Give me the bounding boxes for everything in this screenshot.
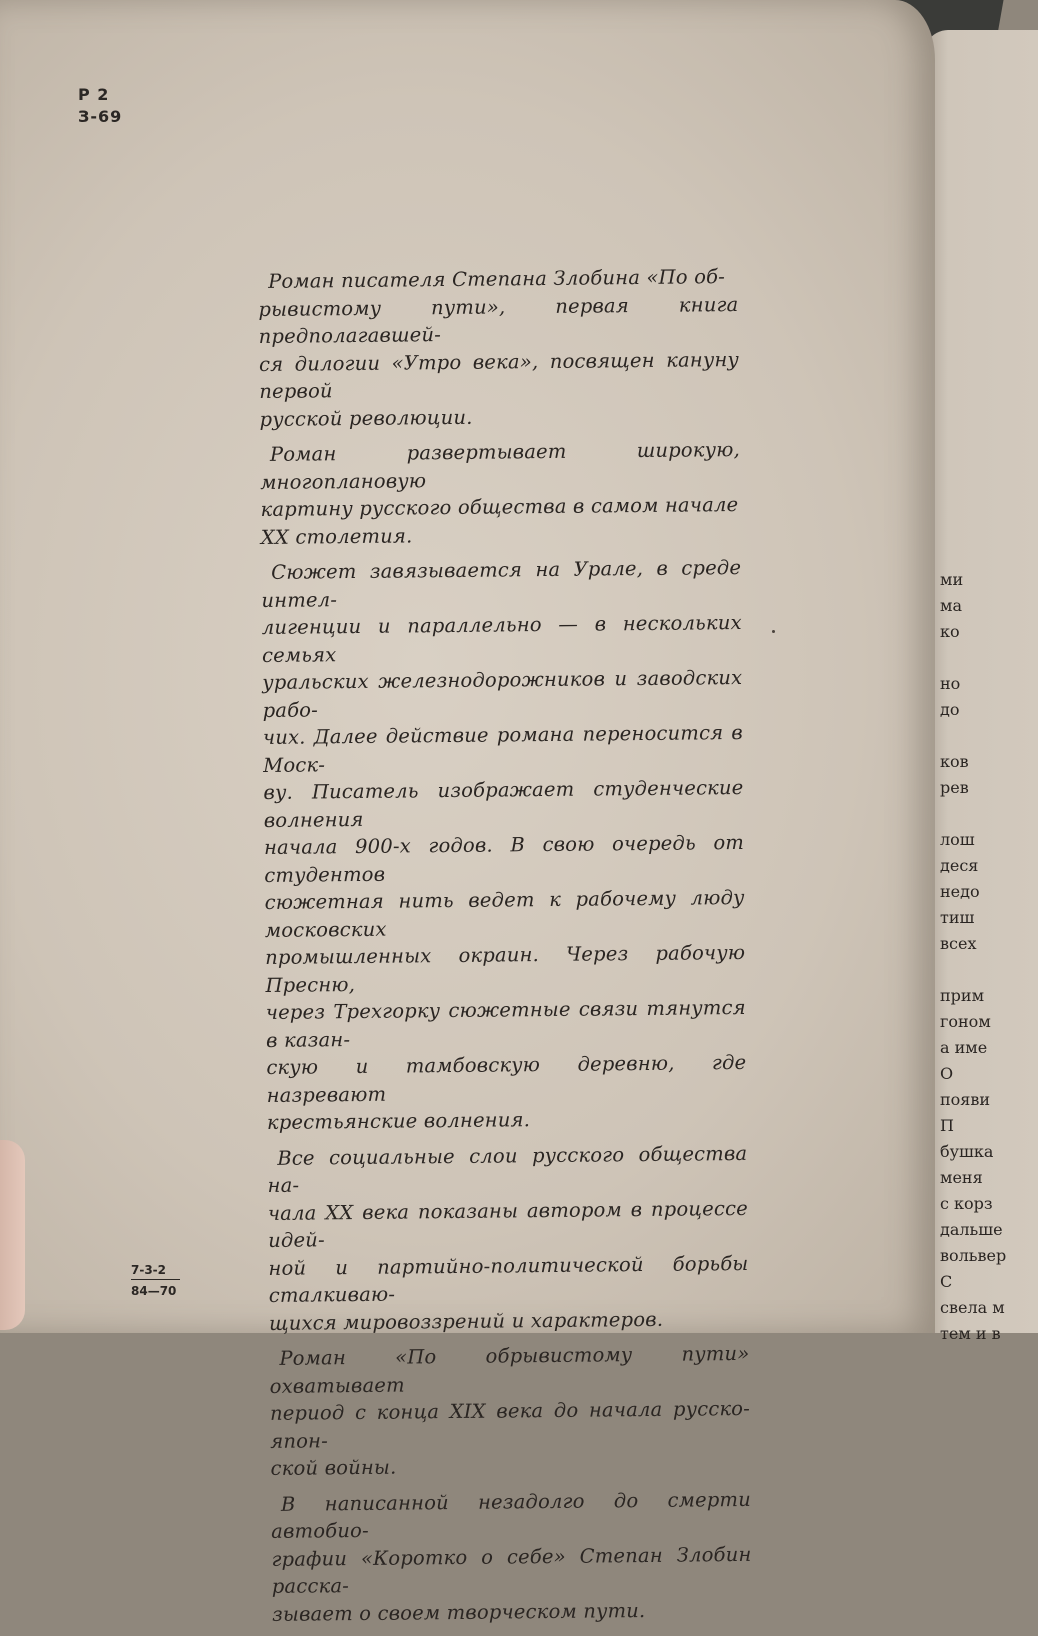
fragment-line: [940, 804, 1020, 830]
classification-line-1: Р 2: [78, 85, 110, 104]
fragment-line: бушка: [940, 1142, 994, 1161]
fragment-line: прим: [940, 986, 985, 1005]
fragment-line: а име: [940, 1038, 988, 1057]
fragment-line: меня: [940, 1168, 983, 1187]
publisher-code-bottom: 84—70: [131, 1284, 177, 1298]
fragment-line: дальше: [940, 1220, 1003, 1239]
fragment-line: [940, 960, 1020, 986]
annotation-paragraph: Все социальные слои русского общества на- чала XX века показаны автором в процессе идей- ной и партийно-политической борьбы сталкиваю- щихся мировоззрений и характеров.: [267, 1141, 749, 1335]
fragment-line: [940, 648, 1020, 674]
paper-speck: [772, 630, 775, 633]
fragment-line: вольвер: [940, 1246, 1007, 1265]
fragment-line: деся: [940, 856, 979, 875]
publisher-code: [131, 1263, 180, 1298]
fragment-line: П: [940, 1116, 954, 1135]
annotation-paragraph: Сюжет завязывается на Урале, в среде интел- лигенции и параллельно — в нескольких семьях уральских железнодорожников и заводских рабо- чих. Далее действие романа переносится в Моск- ву. Писатель изображает студенческие волнения начала 900-х годов. В свою очередь от студентов сюжетная нить ведет к рабочему люду московских промышленных окраин. Через рабочую Пресню, через Трехгорку сюжетные связи тянутся в казан- скую и тамбовскую деревню, где назревают крестьянские волнения.: [261, 555, 747, 1134]
fragment-line: [940, 726, 1020, 752]
annotation-paragraph: Роман развертывает широкую, многоплановую картину русского общества в самом начале XX столетия.: [260, 437, 741, 549]
facing-page: [918, 30, 1038, 1343]
annotation-paragraph: Роман писателя Степана Злобина «По об- рывистому пути», первая книга предполагавшей- ся дилогии «Утро века», посвящен кануну первой русской революции.: [258, 265, 740, 431]
fragment-line: ма: [940, 596, 962, 615]
fragment-line: свела м: [940, 1298, 1005, 1317]
classification-code: [78, 84, 122, 128]
fragment-line: С: [940, 1272, 953, 1291]
fragment-line: но: [940, 674, 961, 693]
facing-page-text: [940, 570, 1020, 1350]
fragment-line: гоном: [940, 1012, 991, 1031]
book-annotation: [258, 263, 752, 1636]
fragment-line: недо: [940, 882, 980, 901]
publisher-code-top: 7-3-2: [131, 1263, 180, 1280]
fragment-line: ков: [940, 752, 969, 771]
fragment-line: тиш: [940, 908, 975, 927]
fragment-line: рев: [940, 778, 969, 797]
fragment-line: до: [940, 700, 960, 719]
fragment-line: появи: [940, 1090, 991, 1109]
fragment-line: О: [940, 1064, 954, 1083]
annotation-paragraph: Роман «По обрывистому пути» охватывает период с конца XIX века до начала русско-япон- ской войны.: [269, 1341, 751, 1480]
thumb: [0, 1140, 25, 1330]
fragment-line: всех: [940, 934, 977, 953]
fragment-line: тем и в: [940, 1324, 1001, 1343]
fragment-line: ми: [940, 570, 964, 589]
annotation-paragraph: В написанной незадолго до смерти автобио- графии «Коротко о себе» Степан Злобин расска- зывает о своем творческом пути.: [271, 1487, 752, 1626]
fragment-line: с корз: [940, 1194, 993, 1213]
classification-line-2: З-69: [78, 107, 123, 126]
fragment-line: ко: [940, 622, 960, 641]
fragment-line: лош: [940, 830, 975, 849]
